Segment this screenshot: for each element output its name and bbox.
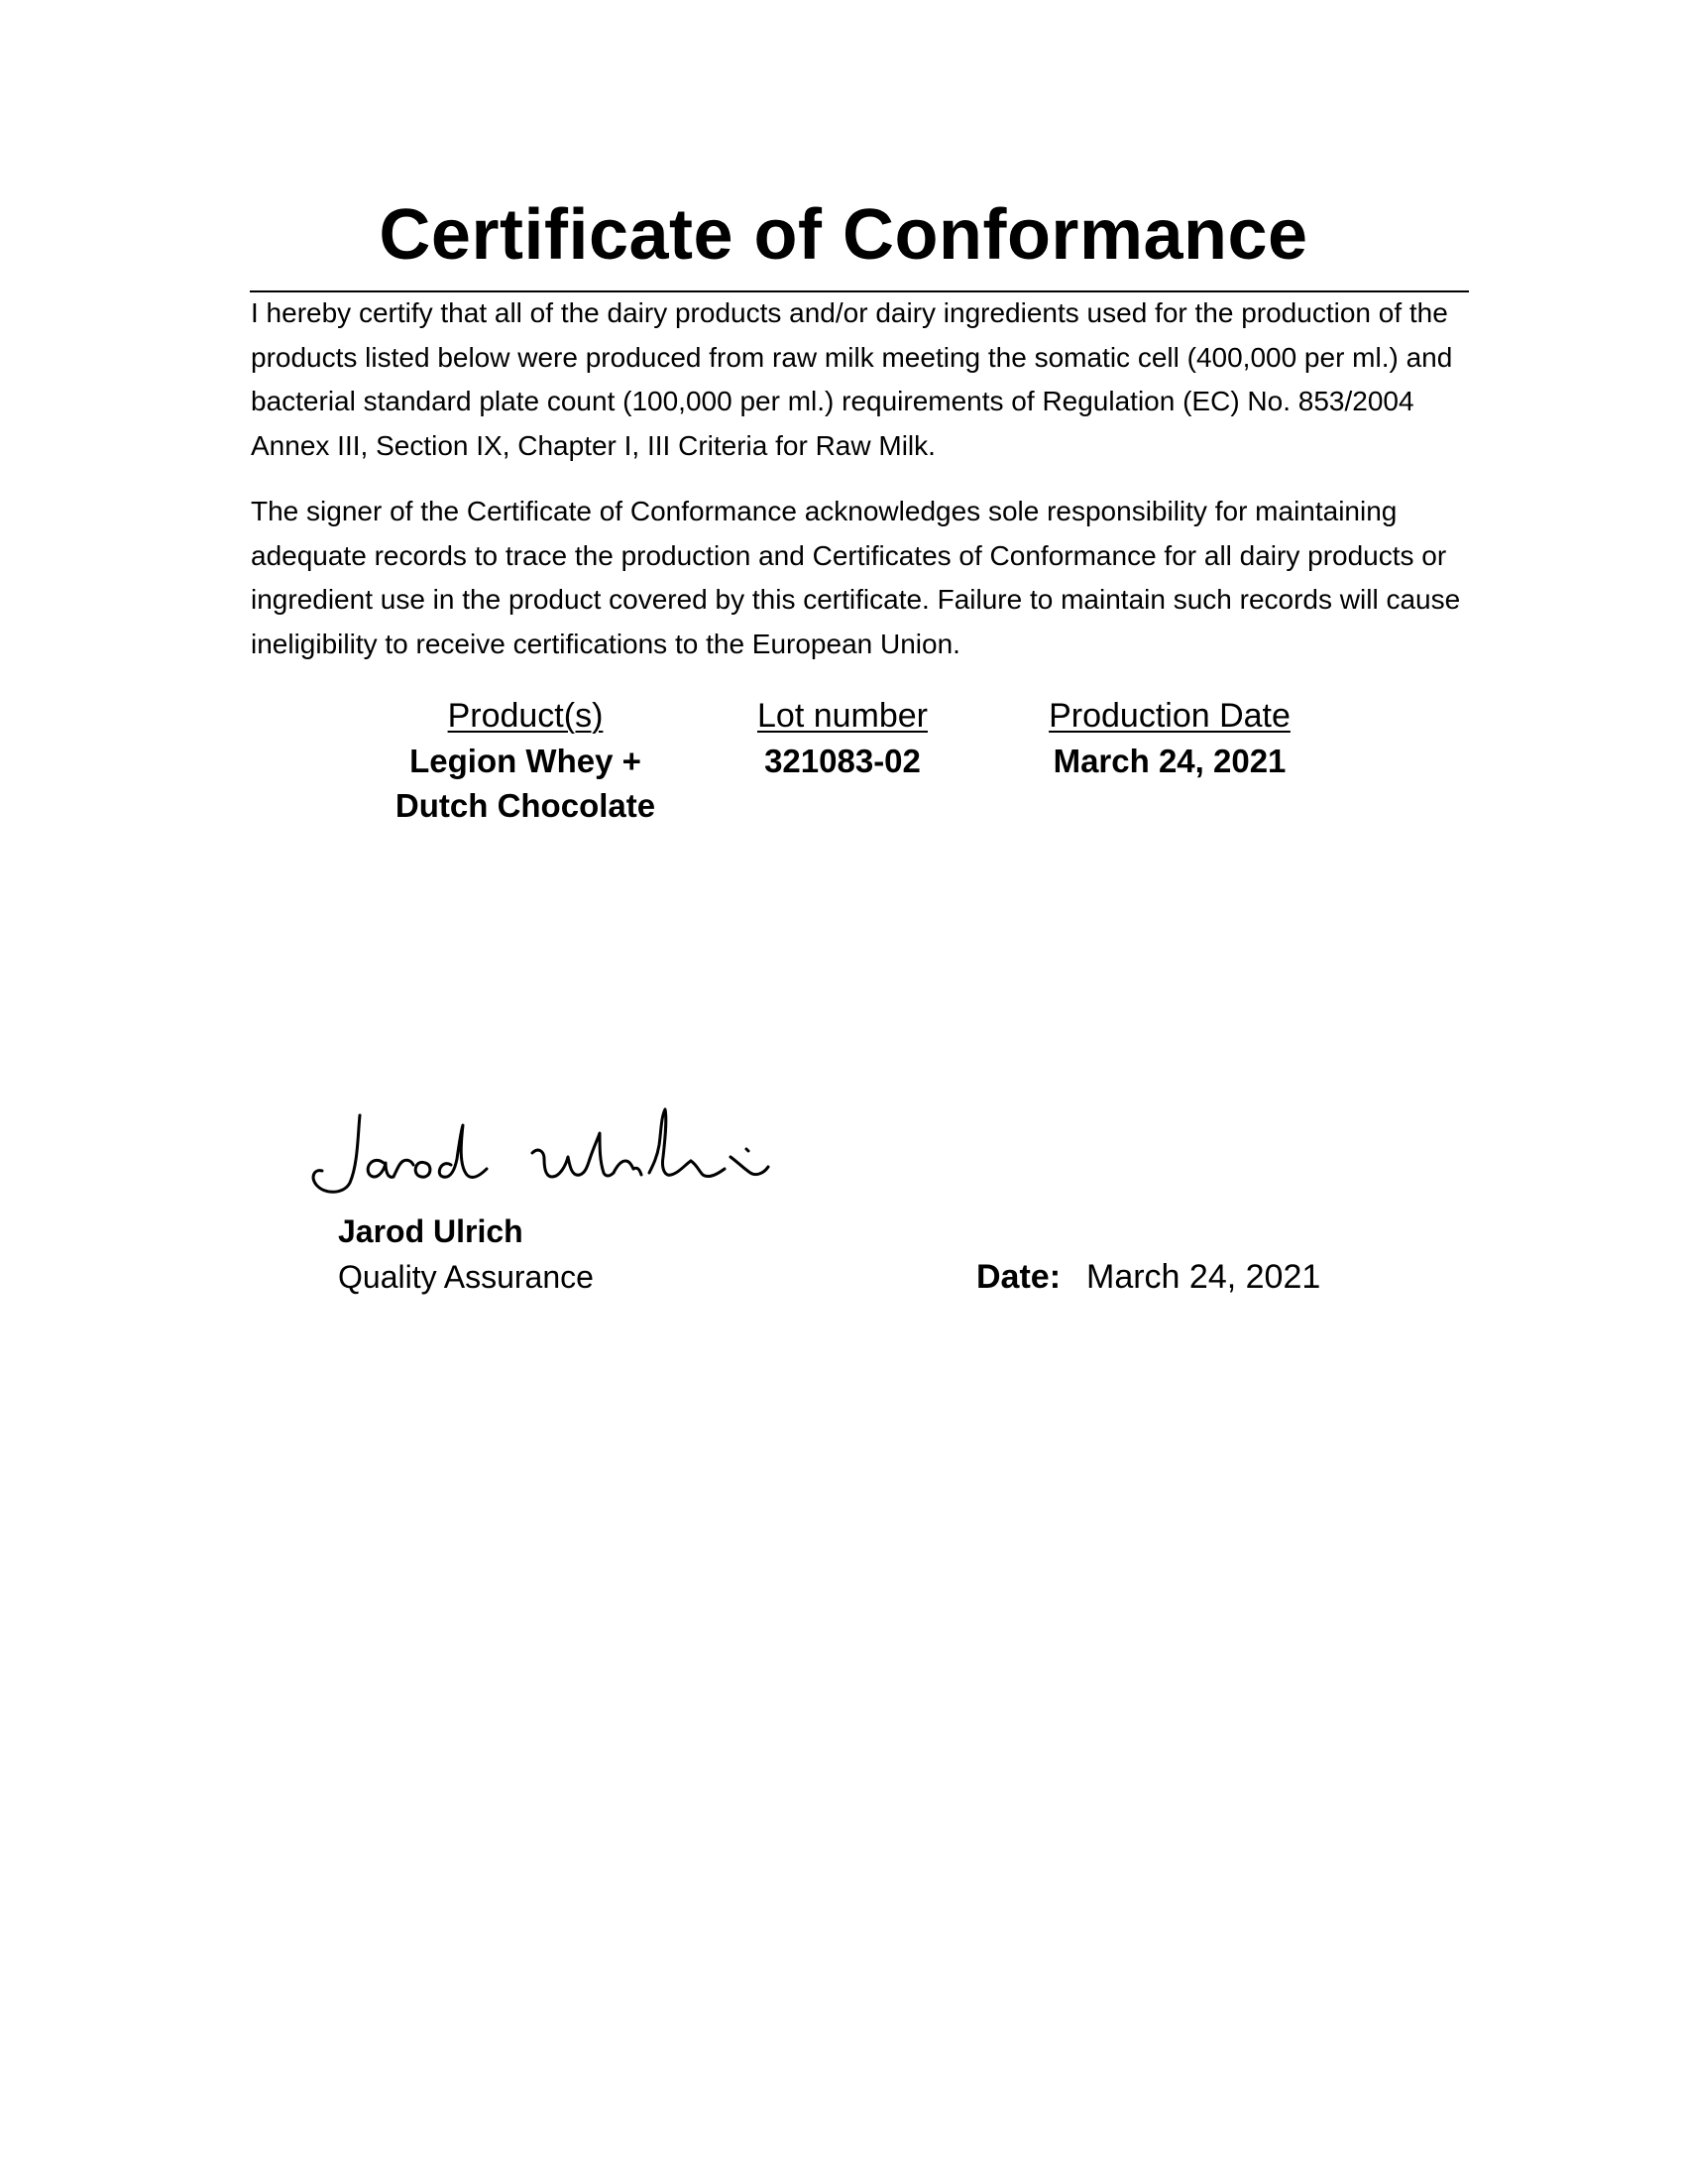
lot-number-value: 321083-02	[764, 743, 921, 779]
page-title: Certificate of Conformance	[379, 195, 1308, 275]
responsibility-paragraph: The signer of the Certificate of Conformance acknowledges sole responsibility for maintaining adequate records to trace the production and Certificates of Conformance for all dairy products or ingredient use in the product covered by this certificate. Failure to maintain such records will cause ineligibility to receive certifications to the European Union.	[251, 496, 1461, 659]
production-date-header: Production Date	[1049, 697, 1291, 735]
production-date-column	[1021, 694, 1318, 783]
handwritten-signature	[302, 1095, 788, 1205]
lot-header: Lot number	[757, 697, 928, 735]
product-name-line1: Legion Whey +	[409, 743, 641, 779]
signer-role: Quality Assurance	[338, 1259, 594, 1295]
certification-paragraph: I hereby certify that all of the dairy products and/or dairy ingredients used for the production of the products listed below were produced from raw milk meeting the somatic cell (400,000 per ml.) and bacterial standard plate count (100,000 per ml.) requirements of Regulation (EC) No. 853/2004 Annex III, Section IX, Chapter I, III Criteria for Raw Milk.	[251, 297, 1453, 461]
product-column	[377, 694, 674, 828]
lot-column	[724, 694, 961, 783]
product-name-line2: Dutch Chocolate	[394, 787, 656, 824]
product-header: Product(s)	[447, 697, 604, 735]
date-value: March 24, 2021	[1086, 1258, 1321, 1296]
date-label: Date:	[976, 1258, 1062, 1296]
signer-name: Jarod Ulrich	[338, 1213, 523, 1249]
production-date-value: March 24, 2021	[1053, 743, 1287, 779]
